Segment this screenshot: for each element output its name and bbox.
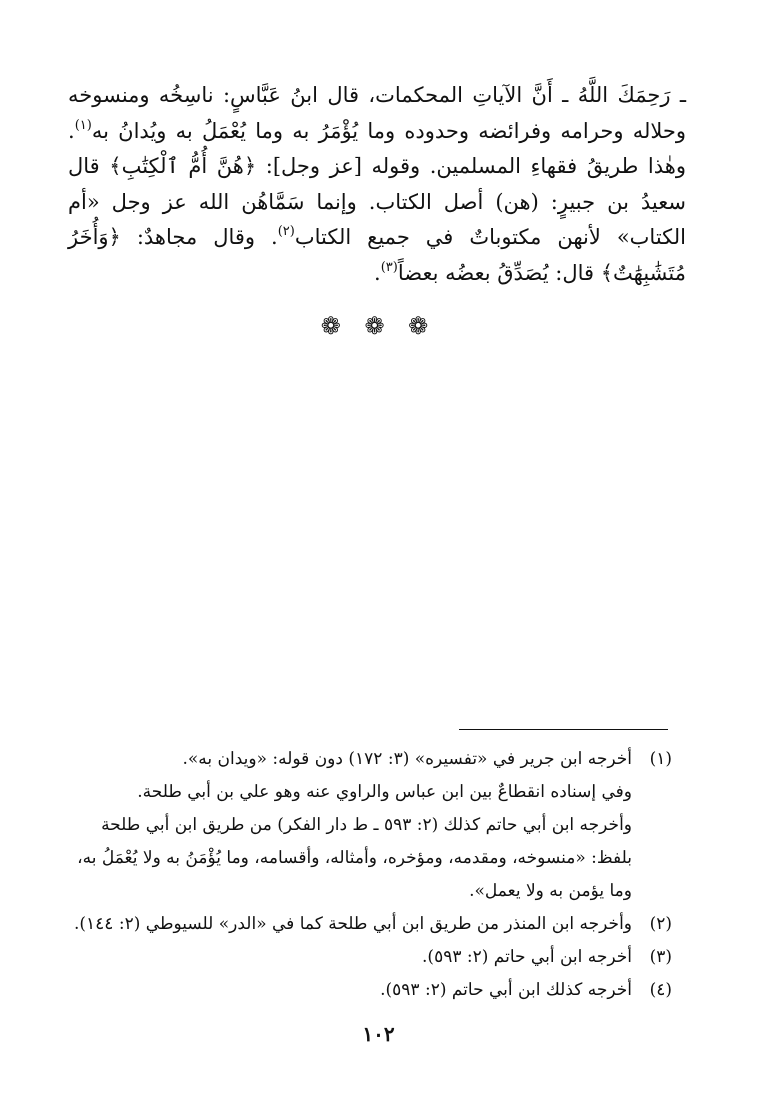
footnote-line: وأخرجه ابن أبي حاتم كذلك (٢: ٥٩٣ ـ ط دار الفكر) من طريق ابن أبي طلحة بلفظ: «منسوخه، ومقدمه، ومؤخره، وأمثاله، وأقسامه، وما يُؤْمَنُ به ولا يُعْمَلُ به، وما يؤمن به ولا يعمل».	[77, 815, 632, 901]
footnote-text: أخرجه ابن أبي حاتم (٢: ٥٩٣).	[422, 947, 632, 967]
main-text-part-1: ـ رَحِمَكَ اللَّهُ ـ أَنَّ الآياتِ المحكمات، قال ابنُ عَبَّاسٍ: ناسِخُه ومنسوخه وحلاله وحرامه وفرائضه وحدوده وما يُؤْمَرُ به وما يُعْمَلُ به ويُدانُ به	[68, 83, 686, 143]
footnote-1	[62, 743, 672, 908]
footnote-2	[62, 908, 672, 941]
footnote-text: وأخرجه ابن المنذر من طريق ابن أبي طلحة كما في «الدر» للسيوطي (٢: ١٤٤).	[74, 914, 632, 934]
main-text-part-3: . وقال مجاهدٌ: ﴿وَأُخَرُ مُتَشَٰبِهَٰتٌ﴾ قال: يُصَدِّقُ بعضُه بعضاً	[68, 225, 686, 285]
main-text-part-4: .	[374, 260, 381, 285]
footnote-ref-3: (٣)	[380, 259, 398, 275]
footnote-3	[62, 941, 672, 974]
footnote-text: أخرجه كذلك ابن أبي حاتم (٢: ٥٩٣).	[380, 980, 632, 1000]
footnote-ref-1: (١)	[74, 117, 92, 133]
main-paragraph	[68, 78, 686, 291]
footnote-number: (١)	[649, 749, 672, 769]
footnote-4	[62, 974, 672, 1007]
main-text-part-2: . وهٰذا طريقُ فقهاءِ المسلمين. وقوله [عز وجل]: ﴿هُنَّ أُمُّ ٱلْكِتَٰبِ﴾ قال سعيدُ بن جبيرٍ: (هن) أصل الكتاب. وإنما سَمَّاهُن الله عز وجل «أم الكتاب» لأنهن مكتوباتٌ في جميع الكتاب	[68, 118, 686, 249]
footnote-number: (٤)	[649, 980, 672, 1000]
footnote-divider	[459, 729, 668, 730]
section-separator-ornament: ❁ ❁ ❁	[320, 312, 437, 340]
footnote-ref-2: (٢)	[277, 224, 295, 239]
footnote-line: أخرجه ابن جرير في «تفسيره» (٣: ١٧٢) دون قوله: «ويدان به».	[182, 749, 632, 769]
footnotes	[62, 743, 672, 1007]
main-text	[68, 78, 686, 291]
page-number: ١٠٢	[362, 1022, 395, 1046]
footnote-number: (٢)	[649, 914, 672, 934]
footnote-number: (٣)	[649, 947, 672, 967]
footnote-line: وفي إسناده انقطاعٌ بين ابن عباس والراوي عنه وهو علي بن أبي طلحة.	[137, 782, 632, 802]
